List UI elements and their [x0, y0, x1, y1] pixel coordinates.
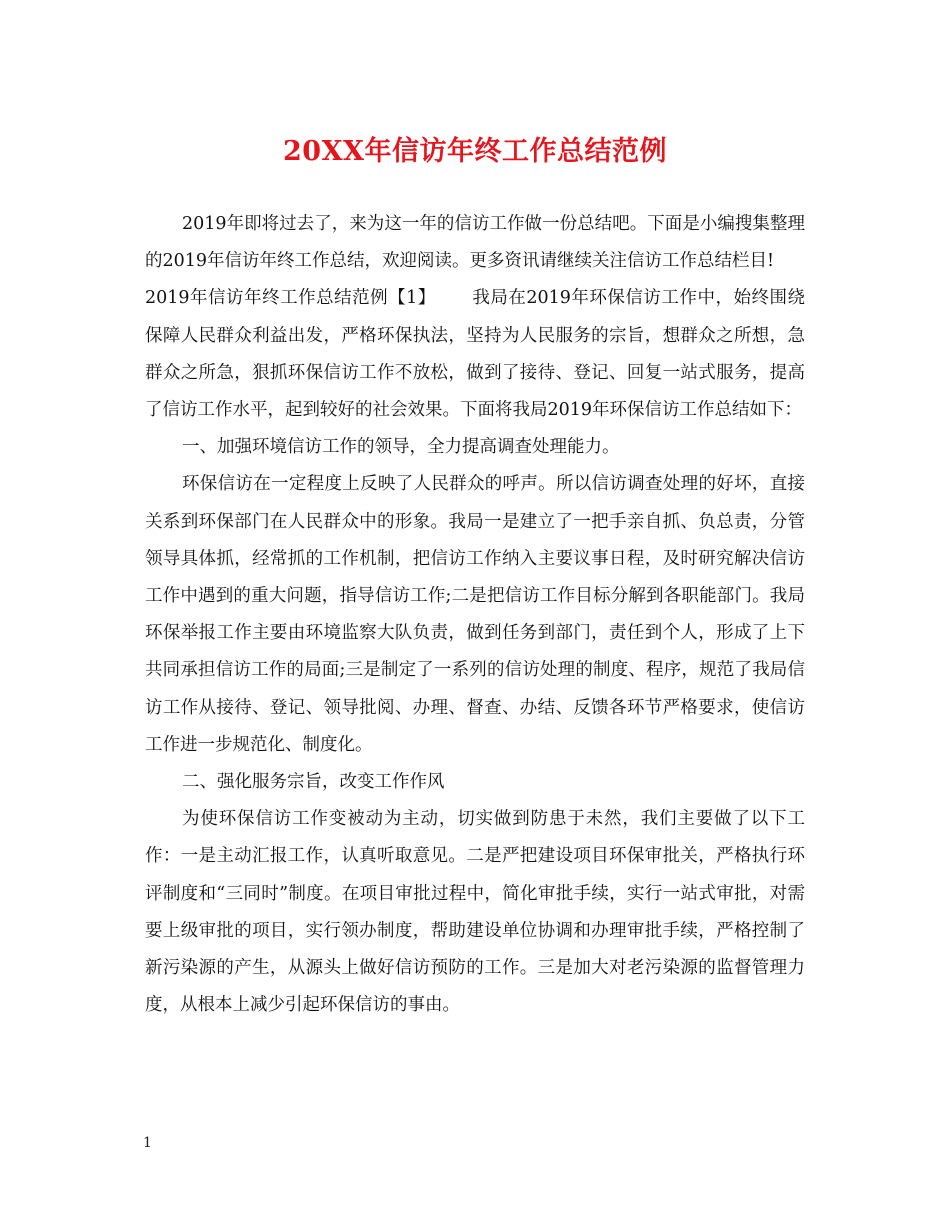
section-1-paragraph: 环保信访在一定程度上反映了人民群众的呼声。所以信访调查处理的好坏，直接关系到环保部门在人民群众中的形象。我局一是建立了一把手亲自抓、负总责，分管领导具体抓，经常抓的工作机制，把信访工作纳入主要议事日程，及时研究解决信访工作中遇到的重大问题，指导信访工作;二是把信访工作目标分解到各职能部门。我局环保举报工作主要由环境监察大队负责，做到任务到部门，责任到个人，形成了上下共同承担信访工作的局面;三是制定了一系列的信访处理的制度、程序，规范了我局信访工作从接待、登记、领导批阅、办理、督查、办结、反馈各环节严格要求，使信访工作进一步规范化、制度化。: [145, 474, 805, 755]
example-label: 2019年信访年终工作总结范例【1】: [145, 288, 436, 309]
section-heading-2: 二、强化服务宗旨，改变工作作风: [182, 772, 445, 793]
document-title: 20XX年信访年终工作总结范例: [283, 136, 667, 167]
page-number: 1: [143, 1135, 152, 1151]
example-paragraph-text: 我局在2019年环保信访工作中，始终围绕保障人民群众利益出发，严格环保执法，坚持为人民服务的宗旨，想群众之所想，急群众之所急，狠抓环保信访工作不放松，做到了接待、登记、回复一站式服务，提高了信访工作水平，起到较好的社会效果。下面将我局2019年环保信访工作总结如下：: [145, 288, 805, 421]
section-2-paragraph: 为使环保信访工作变被动为主动，切实做到防患于未然，我们主要做了以下工作：一是主动汇报工作，认真听取意见。二是严把建设项目环保审批关，严格执行环评制度和“三同时”制度。在项目审批过程中，简化审批手续，实行一站式审批，对需要上级审批的项目，实行领办制度，帮助建设单位协调和办理审批手续，严格控制了新污染源的产生，从源头上做好信访预防的工作。三是加大对老污染源的监督管理力度，从根本上减少引起环保信访的事由。: [145, 809, 805, 1016]
intro-paragraph: 2019年即将过去了，来为这一年的信访工作做一份总结吧。下面是小编搜集整理的2019年信访年终工作总结，欢迎阅读。更多资讯请继续关注信访工作总结栏目!: [145, 214, 805, 272]
document-body: [145, 206, 805, 1024]
section-heading-1: 一、加强环境信访工作的领导，全力提高调查处理能力。: [182, 437, 620, 458]
example-paragraph: [145, 280, 805, 429]
